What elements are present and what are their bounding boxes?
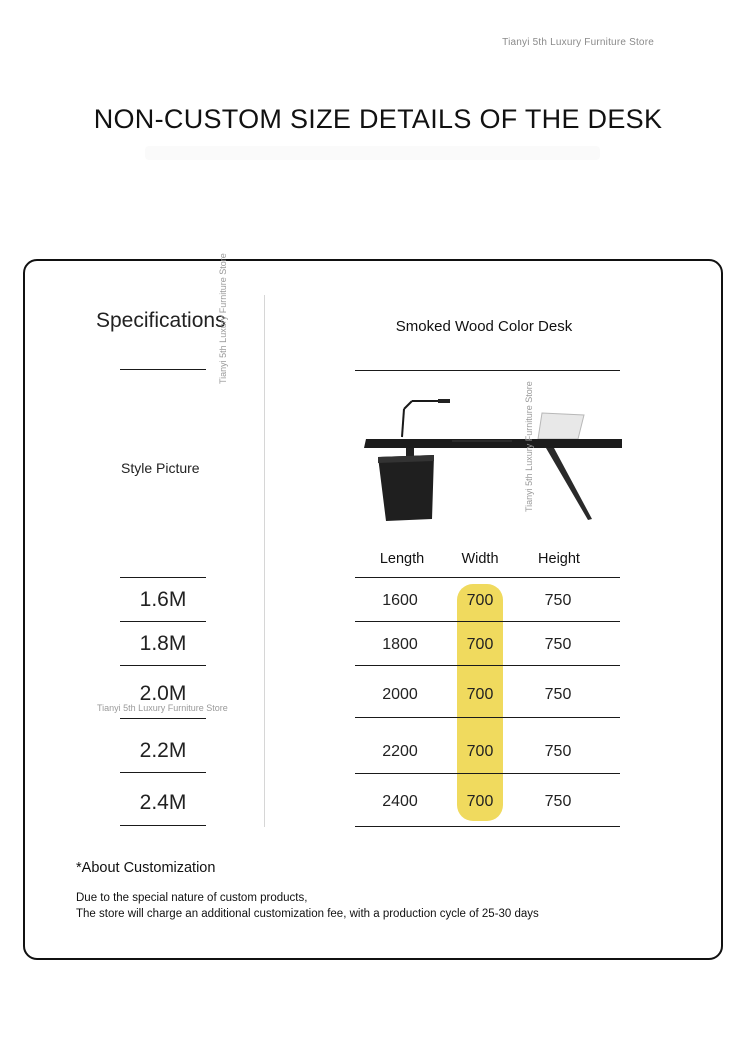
- size-label: 2.2M: [139, 739, 187, 762]
- column-divider: [264, 295, 265, 827]
- row-separator: [120, 665, 206, 666]
- row-separator: [120, 772, 206, 773]
- desk-name: Smoked Wood Color Desk: [395, 318, 573, 335]
- size-label: 2.4M: [139, 791, 187, 814]
- row-separator: [355, 773, 620, 774]
- store-watermark-horizontal: Tianyi 5th Luxury Furniture Store: [97, 703, 228, 713]
- row-separator: [355, 577, 620, 578]
- row-separator: [120, 718, 206, 719]
- width-cell: 700: [466, 793, 494, 810]
- customization-heading: *About Customization: [76, 860, 216, 876]
- height-cell: 750: [544, 592, 572, 609]
- width-cell: 700: [466, 592, 494, 609]
- height-cell: 750: [544, 743, 572, 760]
- column-heading-height: Height: [538, 551, 580, 567]
- store-watermark-vertical: Tianyi 5th Luxury Furniture Store: [218, 253, 228, 384]
- width-cell: 700: [466, 686, 494, 703]
- width-cell: 700: [466, 743, 494, 760]
- store-watermark-top: Tianyi 5th Luxury Furniture Store: [502, 37, 654, 48]
- row-separator: [355, 717, 620, 718]
- size-label: 1.8M: [139, 632, 187, 655]
- size-label: 1.6M: [139, 588, 187, 611]
- column-heading-length: Length: [379, 551, 425, 567]
- height-cell: 750: [544, 686, 572, 703]
- laptop-icon: [528, 413, 588, 443]
- specifications-heading: Specifications: [96, 309, 226, 332]
- row-separator: [120, 577, 206, 578]
- row-separator: [355, 665, 620, 666]
- row-separator: [120, 621, 206, 622]
- desk-photo: [360, 395, 630, 525]
- length-cell: 2200: [382, 743, 418, 760]
- height-cell: 750: [544, 793, 572, 810]
- row-separator: [355, 621, 620, 622]
- column-heading-width: Width: [461, 551, 499, 567]
- length-cell: 2400: [382, 793, 418, 810]
- spec-underline: [120, 369, 206, 370]
- height-cell: 750: [544, 636, 572, 653]
- store-watermark-vertical: Tianyi 5th Luxury Furniture Store: [524, 381, 534, 512]
- page-title: NON-CUSTOM SIZE DETAILS OF THE DESK: [93, 104, 663, 134]
- length-cell: 1600: [382, 592, 418, 609]
- size-label: 2.0M: [139, 682, 187, 705]
- length-cell: 1800: [382, 636, 418, 653]
- customization-note-line: Due to the special nature of custom products,: [76, 892, 308, 904]
- desk-name-underline: [355, 370, 620, 371]
- title-underglow: [145, 146, 600, 160]
- row-separator: [355, 826, 620, 827]
- lamp-icon: [402, 399, 450, 437]
- row-separator: [120, 825, 206, 826]
- length-cell: 2000: [382, 686, 418, 703]
- width-cell: 700: [466, 636, 494, 653]
- customization-note-line: The store will charge an additional customization fee, with a production cycle of 25-30 days: [76, 908, 539, 920]
- style-picture-label: Style Picture: [121, 460, 200, 476]
